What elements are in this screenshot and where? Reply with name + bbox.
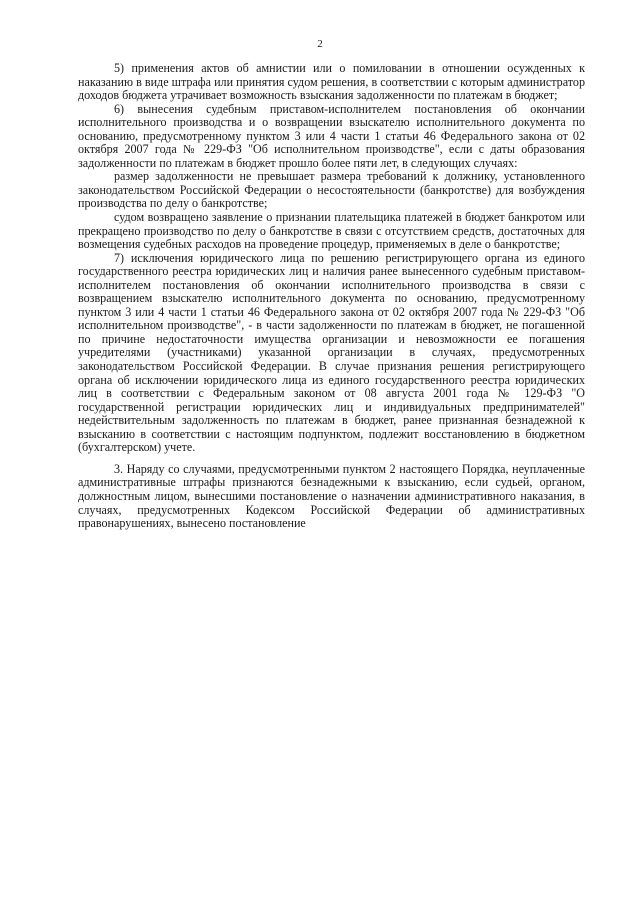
paragraph-case-debt-size: размер задолженности не превышает размера требований к должнику, установленного законодательством Российской Федерации о несостоятельности (банкротстве) для возбуждения производства по делу о банкротстве; [78,169,585,211]
document-body [78,62,585,531]
paragraph-item-7: 7) исключения юридического лица по решению регистрирующего органа из единого государственного реестра юридических лиц и наличия ранее вынесенного судебным приставом-исполнителем постановления об окончании исполнительного производства в связи с возвращением взыскателю исполнительного документа по основанию, предусмотренному пунктом 3 или 4 части 1 статьи 46 Федерального закона от 02 октября 2007 года № 229-ФЗ "Об исполнительном производстве", - в части задолженности по платежам в бюджет, не погашенной по причине недостаточности имущества организации и невозможности ее погашения учредителями (участниками) указанной организации в случаях, предусмотренных законодательством Российской Федерации. В случае признания решения регистрирующего органа об исключении юридического лица из единого государственного реестра юридических лиц в соответствии с Федеральным законом от 08 августа 2001 года № 129-ФЗ "О государственной регистрации юридических лиц и индивидуальных предпринимателей" недействительным задолженность по платежам в бюджет, ранее признанная безнадежной к взысканию в соответствии с настоящим подпунктом, подлежит восстановлению в бюджетном (бухгалтерском) учете. [78,250,585,455]
page-number: 2 [317,38,323,50]
paragraph-item-6: 6) вынесения судебным приставом-исполнителем постановления об окончании исполнительного производства и о возвращении взыскателю исполнительного документа по основанию, предусмотренному пунктом 3 или 4 части 1 статьи 46 Федерального закона от 02 октября 2007 года № 229-ФЗ "Об исполнительном производстве", если с даты образования задолженности по платежам в бюджет прошло более пяти лет, в следующих случаях: [78,101,585,170]
paragraph-item-5: 5) применения актов об амнистии или о помиловании в отношении осужденных к наказанию в виде штрафа или принятия судом решения, в соответствии с которым администратор доходов бюджета утрачивает возможность взыскания задолженности по платежам в бюджет; [78,61,585,103]
paragraph-section-3: 3. Наряду со случаями, предусмотренными пунктом 2 настоящего Порядка, неуплаченные административные штрафы признаются безнадежными к взысканию, если судьей, органом, должностным лицом, вынесшими постановление о назначении административного наказания, в случаях, предусмотренных Кодексом Российской Федерации об административных правонарушениях, вынесено постановление [78,461,585,531]
paragraph-case-court-return: судом возвращено заявление о признании плательщика платежей в бюджет банкротом или прекращено производство по делу о банкротстве в связи с отсутствием средств, достаточных для возмещения судебных расходов на проведение процедур, применяемых в деле о банкротстве; [78,210,585,252]
